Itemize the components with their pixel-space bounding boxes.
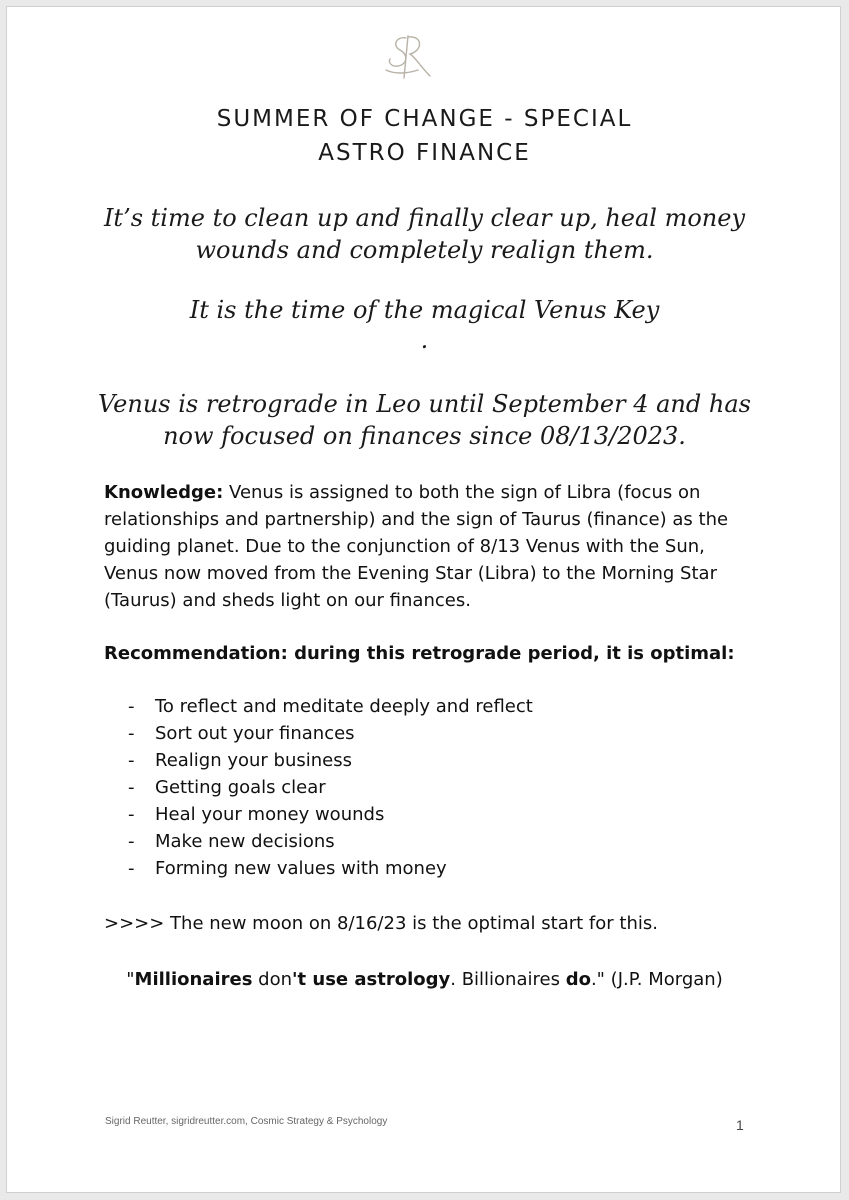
quote-bold-use-astrology: 't use astrology (292, 969, 451, 990)
venus-key-text: It is the time of the magical Venus Key (189, 296, 660, 324)
title-line-1: SUMMER OF CHANGE - SPECIAL (216, 106, 633, 132)
recommendation-heading: Recommendation: during this retrograde period, it is optimal: (104, 643, 735, 664)
list-item (128, 801, 533, 828)
new-moon-text: >>>> The new moon on 8/16/23 is the optimal start for this. (104, 913, 658, 934)
intro-text: It’s time to clean up and finally clear up, heal money wounds and completely realign them. (103, 204, 746, 264)
list-item (128, 720, 533, 747)
quote-part: . Billionaires (450, 969, 566, 990)
knowledge-label: Knowledge: (104, 482, 224, 503)
list-item (128, 855, 533, 882)
list-item (128, 693, 533, 720)
quote-open: " (126, 969, 135, 990)
list-item-text: Heal your money wounds (155, 804, 385, 825)
knowledge-paragraph (104, 479, 764, 614)
sr-monogram-logo (378, 30, 438, 86)
list-marker: - (128, 723, 135, 744)
list-item-text: To reflect and meditate deeply and reflect (155, 696, 533, 717)
footer-text: Sigrid Reutter, sigridreutter.com, Cosmic Strategy & Psychology (105, 1116, 388, 1127)
list-item (128, 828, 533, 855)
quote-text (0, 966, 849, 993)
list-item (128, 747, 533, 774)
retrograde-text: Venus is retrograde in Leo until September 4 and has now focused on finances since 08/13/2023. (98, 390, 751, 450)
quote-bold-millionaires: Millionaires (134, 969, 253, 990)
knowledge-text: Venus is assigned to both the sign of Libra (focus on relationships and partnership) and the sign of Taurus (finance) as the guiding planet. Due to the conjunction of 8/13 Venus with the Sun, Venus now moved from the Evening Star (Libra) to the Morning Star (Taurus) and sheds light on our finances. (104, 482, 729, 611)
list-marker: - (128, 858, 135, 879)
list-marker: - (128, 831, 135, 852)
title-line-2: ASTRO FINANCE (318, 140, 531, 166)
list-item-text: Getting goals clear (155, 777, 326, 798)
page-number: 1 (736, 1117, 744, 1133)
recommendation-list (128, 693, 533, 882)
list-marker: - (128, 696, 135, 717)
list-item (128, 774, 533, 801)
list-marker: - (128, 804, 135, 825)
venus-key-dot: . (420, 326, 429, 354)
quote-attribution: ." (J.P. Morgan) (590, 969, 723, 990)
list-item-text: Forming new values with money (155, 858, 447, 879)
list-marker: - (128, 750, 135, 771)
list-item-text: Sort out your finances (155, 723, 355, 744)
quote-part: don (252, 969, 292, 990)
quote-bold-do: do (565, 969, 591, 990)
list-marker: - (128, 777, 135, 798)
list-item-text: Make new decisions (155, 831, 335, 852)
list-item-text: Realign your business (155, 750, 353, 771)
